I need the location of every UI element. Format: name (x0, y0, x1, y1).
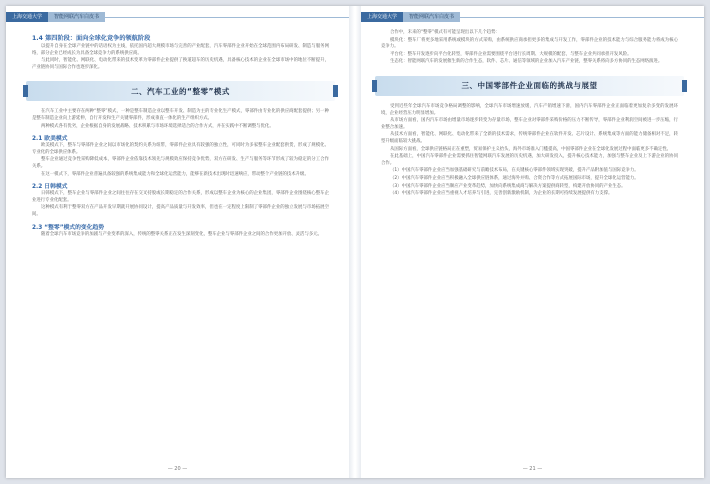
banner-accent (372, 80, 377, 92)
paragraph: 日韩模式下，整车企业与零部件企业之间往往存在交叉持股或长期稳定的合作关系，形成以整车企业为核心的企业集团，零部件企业围绕核心整车企业进行专业化配套。 (32, 191, 329, 203)
section-title: 1.4 第四阶段：面向全球化竞争的领航阶段 (32, 35, 151, 42)
paragraph: 与此同时，智能化、网联化、电动化带来的技术变革为零部件企业提供了换道超车的历史机遇，具备核心技术的企业在全球市场中的地位不断提升，产业链协同与国际合作也逐步深化。 (32, 58, 329, 70)
page-header (6, 12, 349, 22)
banner-accent (682, 80, 687, 92)
page-number: — 20 — (167, 466, 188, 472)
paragraph: （4）中国汽车零部件企业应当重视人才培养与引进，完善创新激励机制，为企业的长期可持续发展提供有力支撑。 (390, 191, 613, 197)
paragraph: 在此基础上，中国汽车零部件企业需要抓住智能网联汽车发展的历史机遇，加大研发投入，提升核心技术能力，加强与整车企业及上下游企业的协同合作。 (381, 154, 678, 166)
chapter-banner (375, 76, 684, 96)
paragraph: 模块化：整车厂将更多地采用系统或模块的方式采购，由系统供应商承担更多的集成与开发工作，零部件企业的技术能力与综合服务能力将成为核心竞争力。 (381, 37, 678, 50)
header-rule (105, 17, 349, 18)
paragraph: 欧美模式下，整车与零部件企业之间以市场化的契约关系为纽带，零部件企业具有较强的独立性，可同时为多家整车企业配套供货，形成了规模化、专业化的全球供应体系。 (32, 143, 329, 155)
paragraph: （2）中国汽车零部件企业应当积极融入全球供应链体系，通过海外并购、合资合作等方式拓展国际市场，提升全球化运营能力。 (390, 175, 639, 181)
book-spread (6, 6, 704, 478)
page-header (361, 12, 704, 22)
paragraph: 平台化：整车开发逐步向平台化转型，零部件企业需要围绕平台进行长周期、大规模的配套，与整车企业共同承担开发风险。 (390, 51, 632, 57)
paragraph: 在汽车工业中主要存在两种“整零”模式，一种是整车制造企业以整车开发、制造为主的专业化生产模式，零部件由专业化的供应商配套提供；另一种是整车制造企业向上游延伸，自行开发和生产关键零部件，形成垂直一体化的生产组织方式。 (32, 109, 329, 121)
subsection-title: 2.2 日韩模式 (32, 184, 68, 191)
paragraph: 以提升自身在全球产业链中的话语权为主线，依托国内超大规模市场与完善的产业配套，汽车零部件企业开始在全球范围内布局研发、制造与服务网络，部分企业已经成长为具备全球竞争力的系统供应商。 (32, 44, 329, 56)
paragraph: （3）中国汽车零部件企业应当顺应产业变革趋势，加快向系统集成商与解决方案提供商转型，构建开放协同的产业生态。 (390, 183, 626, 189)
chapter-title: 三、中国零部件企业面临的挑战与展望 (461, 81, 598, 91)
chapter-title: 二、汽车工业的“整零”模式 (131, 86, 230, 96)
header-title: 智能网联汽车白皮书 (48, 12, 105, 22)
paragraph: 这种模式有利于整零双方在产品开发早期就开展协同设计，提高产品质量与开发效率，但也在一定程度上限制了零部件企业的独立发展与市场拓展空间。 (32, 205, 329, 217)
paragraph: 两种模式各有优劣，企业根据自身的发展战略、技术积累与市场环境选择适合的合作方式，并在实践中不断调整与优化。 (41, 123, 274, 129)
paragraph: 生态化：智能网联汽车的发展催生新的合作生态，软件、芯片、通信等领域的企业加入汽车产业链，整零关系将向多方协同的生态网络演进。 (390, 59, 663, 65)
subsection-title: 2.1 欧美模式 (32, 136, 68, 143)
paragraph: 整车企业通过竞争性采购降低成本，零部件企业依靠技术领先与规模效应保持竞争优势，双方在研发、生产与服务等环节形成了较为稳定的分工合作关系。 (32, 157, 329, 169)
book-gutter (349, 6, 361, 478)
chapter-banner (26, 81, 335, 101)
paragraph: 受到近些年全球汽车市场竞争格局调整的影响，全球汽车市场增速放缓，汽车产销增速下滑，国内汽车零部件企业正面临着更加复杂多变的发展环境，企业经营压力明显增加。 (381, 103, 678, 116)
header-book-name: 上海交通大学 (361, 12, 403, 22)
banner-accent (23, 85, 28, 97)
banner-accent (333, 85, 338, 97)
header-rule (460, 17, 704, 18)
header-book-name: 上海交通大学 (6, 12, 48, 22)
header-title: 智能网联汽车白皮书 (403, 12, 460, 22)
left-content (32, 30, 329, 239)
right-content (381, 30, 678, 199)
paragraph: 从国际方面看，全球供应链格局正在重塑，贸易保护主义抬头，海外市场准入门槛提高，中国零部件企业在全球化发展过程中面临更多不确定性。 (390, 146, 672, 152)
paragraph: 从市场方面看，国内汽车市场由增量市场逐步转变为存量市场，整车企业对零部件采购价格的压力不断传导，零部件企业利润空间被进一步压缩，行业整合加速。 (381, 118, 678, 130)
page-number: — 21 — (522, 466, 543, 472)
paragraph: 合作中，未来的“整零”模式有可能呈现出以下几个趋势： (390, 30, 500, 35)
right-page (361, 6, 704, 478)
paragraph: （1）中国汽车零部件企业应当加强基础研究与前瞻技术布局，在关键核心零部件领域实现突破，提升产品附加值与国际竞争力。 (390, 168, 639, 174)
subsection-title: 2.3 “整零”模式的变化趋势 (32, 224, 105, 231)
paragraph: 在这一模式下，零部件企业普遍具备较强的系统集成能力和全球化运营能力，能够在新技术出现时迅速响应，带动整个产业链的技术升级。 (41, 171, 309, 177)
paragraph: 从技术方面看，智能化、网联化、电动化带来了全新的技术需求，传统零部件企业在软件开发、芯片设计、系统集成等方面的能力储备相对不足，转型升级面临较大挑战。 (381, 132, 678, 144)
paragraph: 随着全球汽车市场竞争的加剧与产业变革的深入，传统的整零关系正在发生深刻变化，整车企业与零部件企业之间的合作更加开放、灵活与多元。 (41, 231, 323, 237)
left-page (6, 6, 349, 478)
